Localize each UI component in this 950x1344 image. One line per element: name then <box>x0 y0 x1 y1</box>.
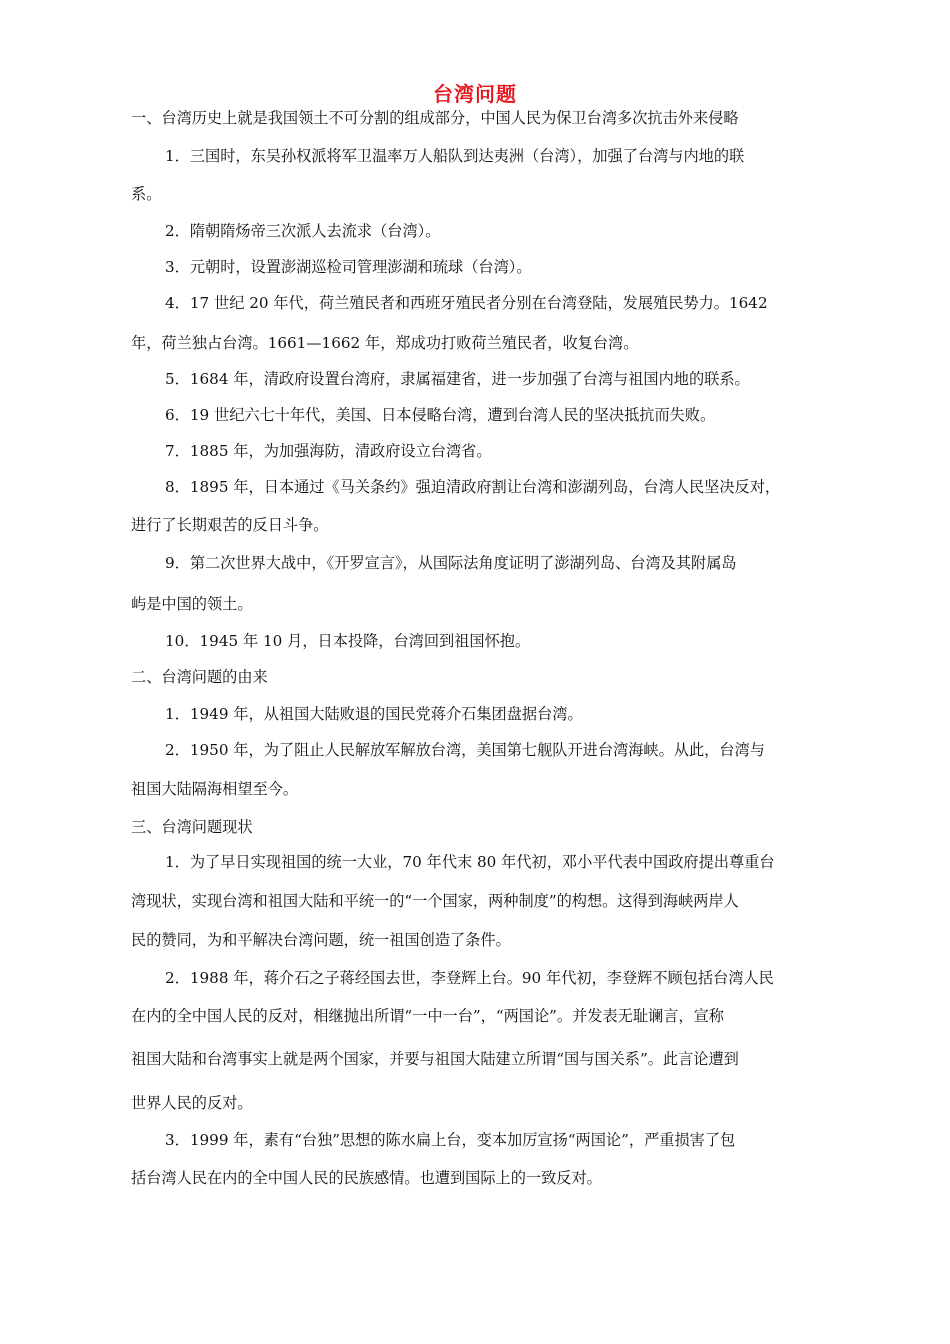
paragraph-line: 屿是中国的领土。 <box>131 595 253 613</box>
paragraph-line: 系。 <box>131 185 162 203</box>
paragraph-line: 1．1949 年，从祖国大陆败退的国民党蒋介石集团盘据台湾。 <box>165 705 583 723</box>
paragraph-line: 3．元朝时，设置澎湖巡检司管理澎湖和琉球（台湾）。 <box>165 258 532 276</box>
paragraph-line: 6．19 世纪六七十年代，美国、日本侵略台湾，遭到台湾人民的坚决抵抗而失败。 <box>165 406 716 424</box>
paragraph-line: 5．1684 年，清政府设置台湾府，隶属福建省，进一步加强了台湾与祖国内地的联系。 <box>165 370 750 388</box>
section-heading-3: 三、台湾问题现状 <box>131 818 253 836</box>
section-heading-1: 一、台湾历史上就是我国领土不可分割的组成部分，中国人民为保卫台湾多次抗击外来侵略 <box>131 109 739 127</box>
paragraph-line: 括台湾人民在内的全中国人民的民族感情。也遭到国际上的一致反对。 <box>131 1169 602 1187</box>
paragraph-line: 祖国大陆和台湾事实上就是两个国家，并要与祖国大陆建立所谓“国与国关系”。此言论遭到 <box>131 1050 739 1068</box>
paragraph-line: 1．为了早日实现祖国的统一大业，70 年代末 80 年代初，邓小平代表中国政府提出尊重台 <box>165 853 775 871</box>
paragraph-line: 湾现状，实现台湾和祖国大陆和平统一的“一个国家，两种制度”的构想。这得到海峡两岸人 <box>131 892 739 910</box>
paragraph-line: 民的赞同，为和平解决台湾问题，统一祖国创造了条件。 <box>131 931 511 949</box>
paragraph-line: 2．1988 年，蒋介石之子蒋经国去世，李登辉上台。90 年代初，李登辉不顾包括台湾人民 <box>165 969 774 987</box>
paragraph-line: 2．隋朝隋炀帝三次派人去流求（台湾）。 <box>165 222 441 240</box>
section-heading-2: 二、台湾问题的由来 <box>131 668 268 686</box>
paragraph-line: 4．17 世纪 20 年代，荷兰殖民者和西班牙殖民者分别在台湾登陆，发展殖民势力。1642 <box>165 294 768 312</box>
paragraph-line: 1．三国时，东吴孙权派将军卫温率万人船队到达夷洲（台湾），加强了台湾与内地的联 <box>165 147 745 165</box>
paragraph-line: 在内的全中国人民的反对，相继抛出所谓“一中一台”，“两国论”。并发表无耻谰言，宣称 <box>131 1007 724 1025</box>
document-title: 台湾问题 <box>433 82 517 106</box>
paragraph-line: 世界人民的反对。 <box>131 1094 253 1112</box>
paragraph-line: 10．1945 年 10 月，日本投降，台湾回到祖国怀抱。 <box>165 632 531 650</box>
paragraph-line: 祖国大陆隔海相望至今。 <box>131 780 299 798</box>
paragraph-line: 7．1885 年，为加强海防，清政府设立台湾省。 <box>165 442 492 460</box>
paragraph-line: 年，荷兰独占台湾。1661—1662 年，郑成功打败荷兰殖民者，收复台湾。 <box>131 334 639 352</box>
paragraph-line: 进行了长期艰苦的反日斗争。 <box>131 516 329 534</box>
paragraph-line: 8．1895 年，日本通过《马关条约》强迫清政府割让台湾和澎湖列岛，台湾人民坚决反对， <box>165 478 781 496</box>
paragraph-line: 2．1950 年，为了阻止人民解放军解放台湾，美国第七舰队开进台湾海峡。从此，台湾与 <box>165 741 765 759</box>
paragraph-line: 9．第二次世界大战中，《开罗宣言》，从国际法角度证明了澎湖列岛、台湾及其附属岛 <box>165 554 737 572</box>
paragraph-line: 3．1999 年，素有“台独”思想的陈水扁上台，变本加厉宣扬“两国论”，严重损害了包 <box>165 1131 736 1149</box>
